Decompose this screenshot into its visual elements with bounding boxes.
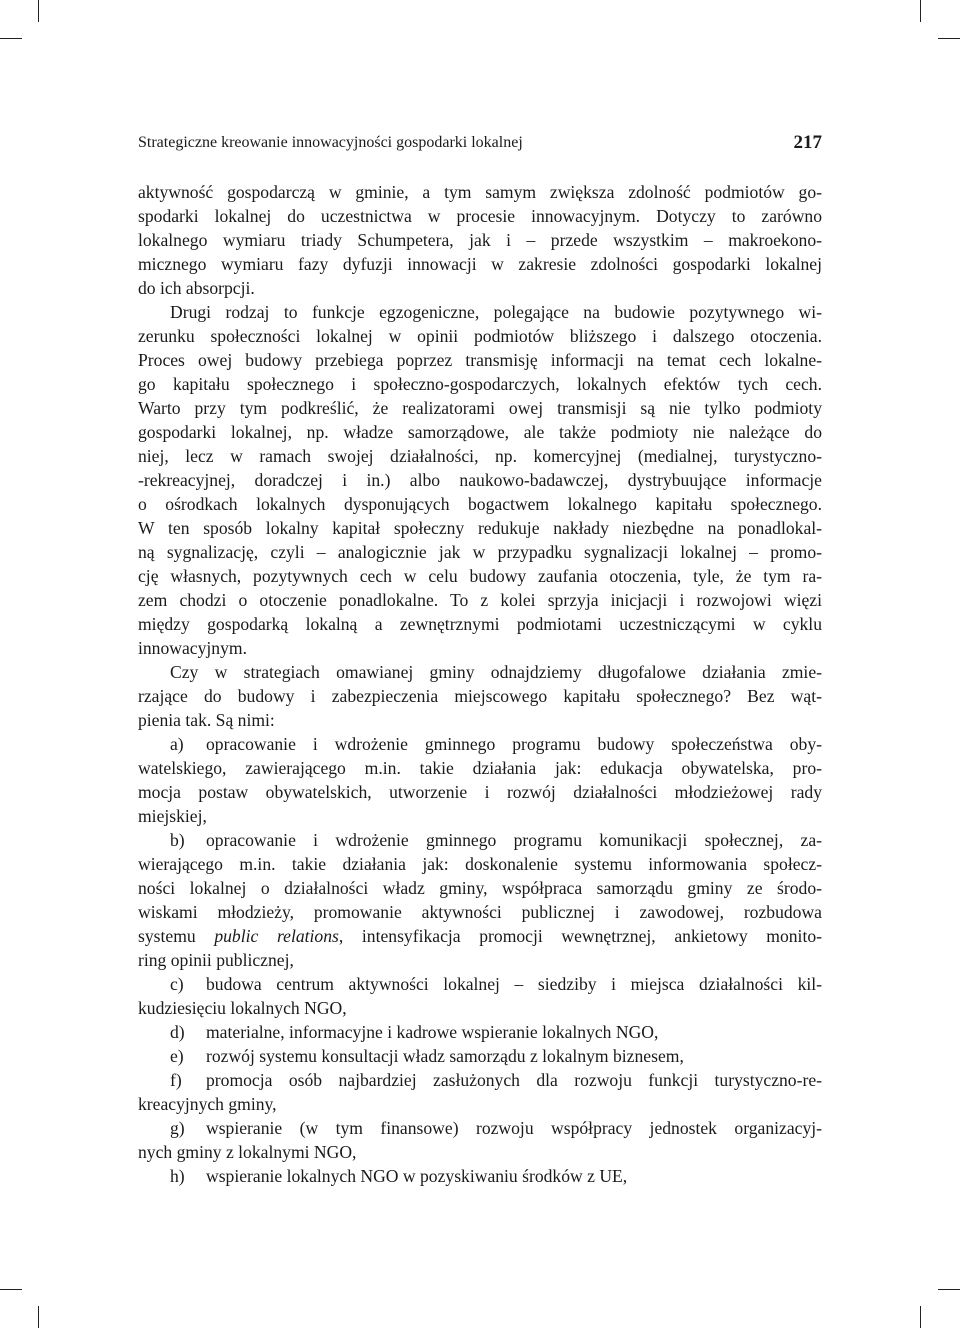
text-line: mocja postaw obywatelskich, utworzenie i rozwój działalności młodzieżowej rady [138, 782, 822, 802]
text-line: W ten sposób lokalny kapitał społeczny redukuje nakłady niezbędne na ponadlokal- [138, 518, 822, 538]
text-line: ności lokalnej o działalności władz gminy, współpraca samorządu gminy ze środo- [138, 878, 822, 898]
text-line: go kapitału społecznego i społeczno-gospodarczych, lokalnych efektów tych cech. [138, 374, 822, 394]
text-line: między gospodarką lokalną a zewnętrznymi podmiotami uczestniczącymi w cyklu [138, 614, 822, 634]
list-item-text: materialne, informacyjne i kadrowe wspieranie lokalnych NGO, [206, 1022, 659, 1042]
text-line: nych gminy z lokalnymi NGO, [138, 1142, 357, 1162]
list-item-text: wspieranie lokalnych NGO w pozyskiwaniu środków z UE, [206, 1166, 628, 1186]
list-marker: h) [170, 1166, 185, 1186]
text-line: zem chodzi o otoczenie ponadlokalne. To z kolei sprzyja inicjacji i rozwojowi więzi [138, 590, 822, 610]
running-head: Strategiczne kreowanie innowacyjności gospodarki lokalnej [138, 134, 523, 151]
text-line: wierającego m.in. takie działania jak: doskonalenie systemu informowania społecz- [138, 854, 822, 874]
crop-mark-top-left-v [38, 0, 39, 22]
list-item-c [138, 972, 822, 1020]
list-item-first-line [138, 1068, 822, 1092]
list-item-f [138, 1068, 822, 1116]
crop-mark-bottom-left-h [0, 1289, 22, 1290]
text-fragment: , intensyfikacja promocji wewnętrznej, ankietowy monito- [338, 926, 822, 946]
text-line: Czy w strategiach omawianej gminy odnajdziemy długofalowe działania zmie- [170, 662, 822, 682]
text-line: ring opinii publicznej, [138, 950, 294, 970]
crop-mark-bottom-left-v [38, 1306, 39, 1328]
list-item-d [138, 1020, 822, 1044]
text-line: niej, lecz w ramach swojej działalności, np. komercyjnej (medialnej, turystyczno- [138, 446, 822, 466]
list-item-first-line [138, 972, 822, 996]
list-item-e [138, 1044, 822, 1068]
crop-mark-bottom-right-h [938, 1289, 960, 1290]
list-item-first-line [138, 1020, 822, 1044]
list-marker: g) [170, 1118, 185, 1138]
text-line: kudziesięciu lokalnych NGO, [138, 998, 347, 1018]
text-line: o ośrodkach lokalnych dysponujących bogactwem lokalnego kapitału społecznego. [138, 494, 822, 514]
measures-list [138, 732, 822, 1188]
crop-mark-top-right-v [920, 0, 921, 22]
list-marker: d) [170, 1022, 185, 1042]
list-item-first-line [138, 1044, 822, 1068]
text-line: micznego wymiaru fazy dyfuzji innowacji w zakresie zdolności gospodarki lokalnej [138, 254, 822, 274]
crop-mark-top-left-h [0, 38, 22, 39]
text-line: rzające do budowy i zabezpieczenia miejscowego kapitału społecznego? Bez wąt- [138, 686, 822, 706]
text-line: Warto przy tym podkreślić, że realizatorami owej transmisji są nie tylko podmioty [138, 398, 822, 418]
text-line [138, 924, 822, 948]
text-line: pienia tak. Są nimi: [138, 710, 275, 730]
list-item-text: opracowanie i wdrożenie gminnego programu komunikacji społecznej, za- [206, 830, 822, 850]
list-item-g [138, 1116, 822, 1164]
text-line: miejskiej, [138, 806, 207, 826]
text-line: zerunku społeczności lokalnej w opinii podmiotów bliższego i dalszego otoczenia. [138, 326, 822, 346]
text-line: cję własnych, pozytywnych cech w celu budowy zaufania otoczenia, tyle, że tym ra- [138, 566, 822, 586]
text-line: watelskiego, zawierającego m.in. takie działania jak: edukacja obywatelska, pro- [138, 758, 822, 778]
crop-mark-top-right-h [938, 38, 960, 39]
body-text [138, 180, 822, 1188]
list-item-h [138, 1164, 822, 1188]
text-line: spodarki lokalnej do uczestnictwa w procesie innowacyjnym. Dotyczy to zarówno [138, 206, 822, 226]
text-line: -rekreacyjnej, doradczej i in.) albo naukowo-badawczej, dystrybuujące informacje [138, 470, 822, 490]
text-line: aktywność gospodarczą w gminie, a tym samym zwiększa zdolność podmiotów go- [138, 182, 822, 202]
list-item-first-line [138, 828, 822, 852]
list-item-text: rozwój systemu konsultacji władz samorządu z lokalnym biznesem, [206, 1046, 684, 1066]
text-line: Drugi rodzaj to funkcje egzogeniczne, polegające na budowie pozytywnego wi- [170, 302, 822, 322]
list-marker: e) [170, 1046, 184, 1066]
page-number: 217 [793, 132, 822, 153]
paragraph-1 [138, 180, 822, 300]
list-marker: f) [170, 1070, 182, 1090]
text-line: lokalnego wymiaru triady Schumpetera, jak i – przede wszystkim – makroekono- [138, 230, 822, 250]
text-line: Proces owej budowy przebiega poprzez transmisję informacji na temat cech lokalne- [138, 350, 822, 370]
list-marker: b) [170, 830, 185, 850]
text-line: wiskami młodzieży, promowanie aktywności publicznej i zawodowej, rozbudowa [138, 902, 822, 922]
text-line: do ich absorpcji. [138, 278, 255, 298]
list-item-text: opracowanie i wdrożenie gminnego programu budowy społeczeństwa oby- [206, 734, 822, 754]
text-line: kreacyjnych gminy, [138, 1094, 277, 1114]
list-item-text: budowa centrum aktywności lokalnej – siedziby i miejsca działalności kil- [206, 974, 822, 994]
paragraph-3 [138, 660, 822, 732]
text-line: ną sygnalizację, czyli – analogicznie jak w przypadku sygnalizacji lokalnej – promo- [138, 542, 822, 562]
list-marker: c) [170, 974, 184, 994]
list-item-a [138, 732, 822, 828]
list-item-text: wspieranie (w tym finansowe) rozwoju współpracy jednostek organizacyj- [206, 1118, 822, 1138]
crop-mark-bottom-right-v [920, 1306, 921, 1328]
list-item-first-line [138, 732, 822, 756]
text-fragment: systemu [138, 926, 215, 946]
list-marker: a) [170, 734, 184, 754]
list-item-first-line [138, 1164, 822, 1188]
paragraph-2 [138, 300, 822, 660]
text-line: innowacyjnym. [138, 638, 247, 658]
list-item-b [138, 828, 822, 972]
text-line: gospodarki lokalnej, np. władze samorządowe, ale także podmioty nie należące do [138, 422, 822, 442]
list-item-text: promocja osób najbardziej zasłużonych dla rozwoju funkcji turystyczno-re- [206, 1070, 822, 1090]
list-item-first-line [138, 1116, 822, 1140]
italic-term: public relations [214, 926, 339, 946]
page-header [138, 132, 822, 156]
